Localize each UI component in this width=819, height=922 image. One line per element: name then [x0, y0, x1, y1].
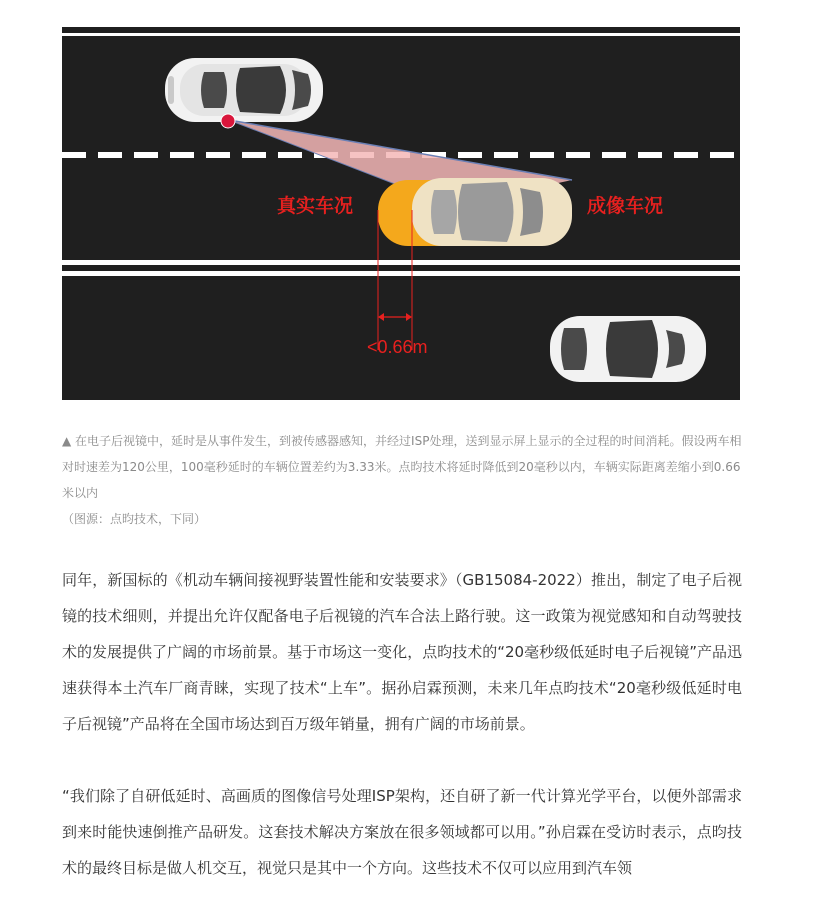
figure-caption	[62, 428, 742, 532]
rear-car-icon	[165, 58, 323, 122]
paragraph: “我们除了自研低延时、高画质的图像信号处理ISP架构，还自研了新一代计算光学平台，以便外部需求到来时能快速倒推产品研发。这套技术解决方案放在很多领域都可以用。”孙启霖在受访时表示，点昀技术的最终目标是做人机交互，视觉只是其中一个方向。这些技术不仅可以应用到汽车领	[62, 787, 742, 877]
latency-diagram	[62, 20, 740, 400]
paragraph: 同年，新国标的《机动车辆间接视野装置性能和安装要求》（GB15084-2022）推出，制定了电子后视镜的技术细则，并提出允许仅配备电子后视镜的汽车合法上路行驶。这一政策为视觉感知和自动驾驶技术的发展提供了广阔的市场前景。基于市场这一变化，点昀技术的“20毫秒级低延时电子后视镜”产品迅速获得本土汽车厂商青睐，实现了技术“上车”。据孙启霖预测，未来几年点昀技术“20毫秒级低延时电子后视镜”产品将在全国市场达到百万级年销量，拥有广阔的市场前景。	[62, 571, 742, 733]
oncoming-car-icon	[550, 316, 706, 382]
real-condition-label: 真实车况	[277, 195, 354, 217]
camera-dot	[221, 114, 235, 128]
imaged-car-icon	[412, 178, 572, 246]
imaged-condition-label: 成像车况	[587, 195, 664, 217]
article-body	[62, 562, 742, 922]
caption-source: （图源：点昀技术，下同）	[62, 512, 207, 526]
distance-label: <0.66m	[367, 337, 428, 357]
caption-text: ▲ 在电子后视镜中，延时是从事件发生，到被传感器感知，并经过ISP处理，送到显示屏上显示的全过程的时间消耗。假设两车相对时速差为120公里，100毫秒延时的车辆位置差约为3.33米。点昀技术将延时降低到20毫秒以内，车辆实际距离差缩小到0.66米以内	[62, 434, 742, 500]
lane-divider-solid	[62, 260, 740, 265]
